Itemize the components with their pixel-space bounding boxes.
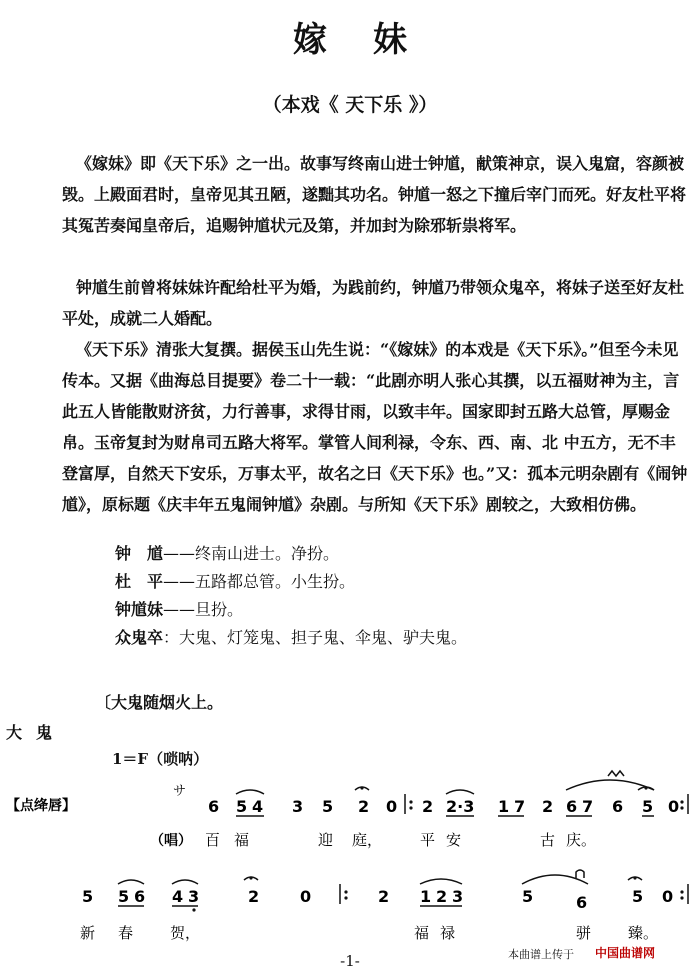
- note: 6: [576, 893, 588, 912]
- role-desc: ——终南山进士。净扮。: [163, 544, 340, 563]
- lyric: 安: [446, 831, 462, 849]
- note: 2·3: [446, 797, 475, 816]
- lyric: 福: [414, 924, 430, 942]
- note: 0: [668, 797, 680, 816]
- note: 0: [300, 887, 312, 906]
- note: 6: [566, 797, 578, 816]
- lyric: 平: [420, 831, 436, 849]
- role-item: [115, 568, 467, 596]
- note: 1: [498, 797, 510, 816]
- stage-direction: 〔大鬼随烟火上。: [95, 693, 224, 712]
- intro-paragraph-1-text: 《嫁妹》即《天下乐》之一出。故事写终南山进士钟馗，献策神京，误入鬼窟，容颜被毁。上殿面君时，皇帝见其丑陋，遂黜其功名。钟馗一怒之下撞后宰门而死。好友杜平将其冤苦奏闻皇帝后，追赐钟馗状元及第，并加封为除邪斩祟将军。: [62, 154, 687, 235]
- note: 5: [642, 797, 654, 816]
- lyric: 福: [234, 831, 250, 849]
- note: 4: [252, 797, 264, 816]
- note: 5: [82, 887, 94, 906]
- note: 3: [188, 887, 200, 906]
- note: 6: [208, 797, 220, 816]
- speaker-label: 大鬼: [6, 723, 67, 742]
- site-logo[interactable]: 中国曲谱网: [595, 946, 656, 960]
- qupai-label: 【点绛唇】: [6, 798, 76, 814]
- lyric: 古: [540, 831, 556, 849]
- note: 7: [582, 797, 594, 816]
- note: 0: [662, 887, 674, 906]
- lyric: 迎: [318, 831, 334, 849]
- lyric: 骈: [576, 924, 592, 942]
- lyric: 贺，: [170, 924, 201, 942]
- score-line-2-notes: [82, 887, 673, 912]
- role-item: [115, 624, 467, 652]
- note: 4: [172, 887, 184, 906]
- intro-paragraph-2: [62, 272, 690, 334]
- note: 2: [358, 797, 370, 816]
- lyric: 春: [118, 924, 134, 942]
- intro-paragraph-1: [62, 148, 690, 241]
- lyric: 百: [205, 831, 221, 849]
- intro-paragraph-2-text: 钟馗生前曾将妹妹许配给杜平为婚，为践前约，钟馗乃带领众鬼卒，将妹子送至好友杜平处，成就二人婚配。: [62, 278, 685, 328]
- role-desc: ：大鬼、灯笼鬼、担子鬼、伞鬼、驴夫鬼。: [163, 628, 468, 647]
- score-line-2-lyrics: [80, 924, 658, 942]
- lyric: 庆。: [566, 831, 597, 849]
- role-desc: ——旦扮。: [163, 600, 244, 619]
- note: 6: [134, 887, 146, 906]
- role-list: [115, 540, 467, 652]
- lyric: 禄: [440, 924, 456, 942]
- note: 2: [378, 887, 390, 906]
- note: 5: [322, 797, 334, 816]
- sung-mark: （唱）: [150, 833, 192, 849]
- page-title: 嫁妹: [293, 20, 453, 60]
- note: 1: [420, 887, 432, 906]
- note: 0: [386, 797, 398, 816]
- jianpu-score: [0, 760, 700, 945]
- role-desc: ——五路都总管。小生扮。: [163, 572, 356, 591]
- note: 5: [236, 797, 248, 816]
- note: 5: [632, 887, 644, 906]
- role-item: [115, 596, 467, 624]
- score-line-1-lyrics: [205, 831, 596, 849]
- role-name: 杜 平: [115, 572, 164, 591]
- role-name: 众鬼卒: [115, 628, 164, 647]
- note: 2: [542, 797, 554, 816]
- note: 2: [248, 887, 260, 906]
- score-line-1-notes: [208, 797, 679, 816]
- role-name: 钟馗妹: [115, 600, 164, 619]
- note: 6: [612, 797, 624, 816]
- note: 7: [514, 797, 526, 816]
- note: 5: [118, 887, 130, 906]
- note: 3: [452, 887, 464, 906]
- note: 5: [522, 887, 534, 906]
- lyric: 臻。: [628, 924, 659, 942]
- key-signature: 1＝F（唢呐）: [112, 750, 209, 768]
- role-item: [115, 540, 467, 568]
- intro-paragraph-3: [62, 334, 690, 520]
- page-number: -1-: [340, 952, 360, 970]
- lyric: 庭，: [352, 831, 383, 849]
- lyric: 新: [80, 924, 96, 942]
- intro-paragraph-3-text: 《天下乐》清张大复撰。据侯玉山先生说：“《嫁妹》的本戏是《天下乐》。”但至今未见传本。又据《曲海总目提要》卷二十一载：“此剧亦明人张心其撰，以五福财神为主，言此五人皆能散财济贫，力行善事，求得甘雨，以致丰年。国家即封五路大总管，厚赐金帛。玉帝复封为财帛司五路大将军。掌管人间利禄，令东、西、南、北 中五方，无不丰登富厚，自然天下安乐，万事太平，故名之曰《天下乐》也。”又：孤本元明杂剧有《闹钟馗》，原标题《庆丰年五鬼闹钟馗》杂剧。与所知《天下乐》剧较之，大致相仿佛。: [62, 340, 688, 514]
- upload-note: 本曲谱上传于: [508, 948, 574, 961]
- page-subtitle: （本戏《 天下乐 》）: [262, 94, 438, 116]
- score-line-2-markings: [118, 870, 688, 906]
- note: 3: [292, 797, 304, 816]
- note: 2: [436, 887, 448, 906]
- note: 2: [422, 797, 434, 816]
- role-name: 钟 馗: [115, 544, 164, 563]
- tempo-mark: サ: [173, 784, 187, 799]
